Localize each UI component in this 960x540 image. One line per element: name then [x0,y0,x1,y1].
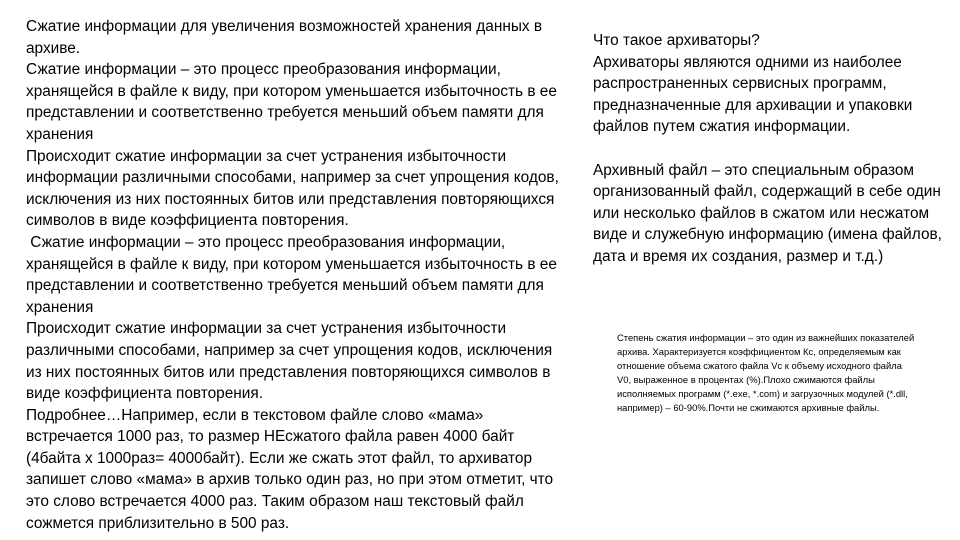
compression-example: Подробнее…Например, если в текстовом файле слово «мама» встречается 1000 раз, то размер НЕсжатого файла равен 4000 байт (4байта х 1000раз= 4000байт). Если же сжать этот файл, то архиватор запишет слово «мама» в архив только один раз, но при этом отметит, что это слово встречается 4000 раз. Таким образом наш текстовый файл сожмется приблизительно в 500 раз. [26,406,558,532]
compression-definition: Сжатие информации – это процесс преобразования информации, хранящейся в файле к виду, при котором уменьшается избыточность в ее представлении и соответственно требуется меньший объем памяти для хранения [26,61,562,143]
compression-methods: Происходит сжатие информации за счет устранения избыточности информации различными способами, например за счет упрощения кодов, исключения из них постоянных битов или представления повторяющихся символов в виде коэффициента повторения. [26,147,564,230]
compression-methods-repeat: Происходит сжатие информации за счет устранения избыточности различными способами, например за счет упрощения кодов, исключения из них постоянных битов или представления повторяющихся символов в виде коэффициента повторения. [26,320,557,403]
paragraph-spacer [593,138,943,160]
compression-definition-repeat: Сжатие информации – это процесс преобразования информации, хранящейся в файле к виду, при котором уменьшается избыточность в ее представлении и соответственно требуется меньший объем памяти для хранения [26,233,562,316]
archive-file-definition: Архивный файл – это специальным образом организованный файл, содержащий в себе один или несколько файлов в сжатом или несжатом виде и служебную информацию (имена файлов, дата и время их создания, размер и т.д.) [593,161,942,265]
compression-ratio-text: Степень сжатия информации – это один из важнейших показателей архива. Характеризуется коэффициентом Кс, определяемым как отношение объема сжатого файла Vc к объему исходного файла V0, выраженное в процентах (%).Плохо сжимаются файлы исполняемых программ (*.exe, *.com) и загрузочных модулей (*.dll, например) – 60-90%.Почти не сжимаются архивные файлы. [617,332,915,414]
right-text-column [593,30,943,268]
intro-heading: Сжатие информации для увеличения возможностей хранения данных в архиве. [26,18,547,57]
compression-ratio-note [617,331,917,416]
archivers-definition: Архиваторы являются одними из наиболее распространенных сервисных программ, предназначенные для архивации и упаковки файлов путем сжатия информации. [593,53,913,136]
archivers-question: Что такое архиваторы? [593,32,760,49]
left-text-column [26,16,571,534]
